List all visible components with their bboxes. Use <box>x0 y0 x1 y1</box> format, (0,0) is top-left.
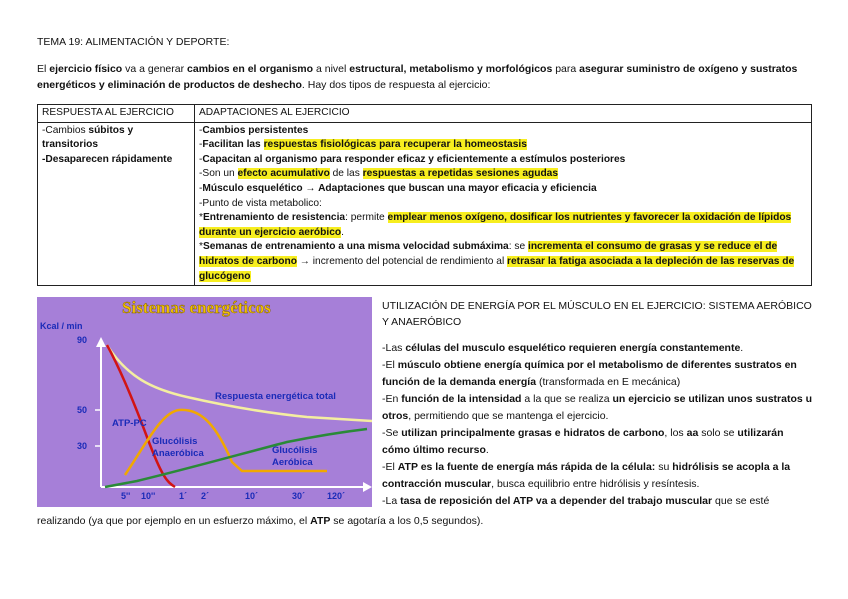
bold-text: ATP <box>310 515 331 527</box>
text-run: - <box>199 139 203 151</box>
text-run: . <box>740 342 744 354</box>
highlighted-text: emplear menos oxígeno, dosificar los nutrientes y favorecer la oxidación de lípidos durante un ejercicio aeróbico <box>199 212 792 238</box>
bold-text: Entrenamiento de resistencia <box>202 212 346 224</box>
text-line <box>382 493 814 510</box>
bold-text: un ejercicio se utilizan unos sustratos u otros <box>382 393 813 422</box>
table-row <box>38 122 812 286</box>
response-table <box>37 104 812 286</box>
text-run: va a generar <box>122 63 188 75</box>
text-line <box>199 182 807 197</box>
text-line <box>382 357 814 391</box>
label-anaerobic-line: Anaeróbica <box>152 448 204 459</box>
x-tick-label: 10´ <box>245 491 259 501</box>
text-line <box>199 240 807 284</box>
bold-text: cambios en el organismo <box>187 63 314 75</box>
text-run: (transformada en E mecánica) <box>536 376 681 388</box>
text-run: se agotaría a los 0,5 segundos). <box>330 515 484 527</box>
text-run: . <box>341 226 344 238</box>
response-cell <box>38 122 195 286</box>
bold-text: músculo obtiene energía química por el metabolismo de diferentes sustratos en función de la demanda energía <box>382 359 797 388</box>
energy-bullets <box>382 340 814 510</box>
text-run: su <box>655 461 673 473</box>
text-run: solo se <box>698 427 738 439</box>
text-line <box>382 340 814 357</box>
text-run: - <box>199 124 203 136</box>
bold-text: Cambios persistentes <box>202 124 309 136</box>
text-line <box>199 138 807 153</box>
bold-text: ejercicio físico <box>49 63 123 75</box>
adaptations-cell <box>195 122 812 286</box>
table-header-row <box>38 105 812 123</box>
text-line <box>42 153 190 168</box>
text-run: -El <box>382 461 398 473</box>
text-line <box>199 124 807 139</box>
y-tick-label: 90 <box>77 335 88 345</box>
x-tick-label: 5'' <box>121 491 131 501</box>
x-tick-label: 10'' <box>141 491 156 501</box>
label-anaerobic-glycolysis <box>152 436 204 459</box>
text-run: -En <box>382 393 402 405</box>
text-run: * <box>199 241 203 253</box>
text-run: realizando (ya que por ejemplo en un esfuerzo máximo, el <box>37 515 311 527</box>
x-tick-label: 2´ <box>201 491 210 501</box>
label-total-response: Respuesta energética total <box>215 391 336 402</box>
bold-text: hidrólisis se acopla a la contracción muscular <box>382 461 791 490</box>
text-run: que se esté <box>712 495 770 507</box>
text-run: a nivel <box>313 63 350 75</box>
header-response: RESPUESTA AL EJERCICIO <box>38 105 195 123</box>
text-line <box>382 459 814 493</box>
text-run: → incremento del potencial de rendimiento <box>296 255 497 267</box>
text-run: de las <box>329 168 363 180</box>
label-aerobic-line: Aeróbica <box>272 457 313 468</box>
highlighted-text: retrasar la fatiga asociada a la depleción de las reservas de glucógeno <box>199 255 795 282</box>
label-atp-pc: ATP-PC <box>112 418 147 429</box>
bold-text: utilizarán cómo último recurso <box>382 427 784 456</box>
text-run: , permitiendo que se mantenga el ejercicio. <box>408 410 609 422</box>
text-line <box>199 211 807 240</box>
text-run: -La <box>382 495 401 507</box>
header-adaptations: ADAPTACIONES AL EJERCICIO <box>195 105 812 123</box>
bold-text: ATP es la fuente de energía más rápida de la célula: <box>397 461 656 473</box>
highlighted-text: incrementa el consumo de grasas y se reduce el de hidratos de carbono <box>199 241 778 267</box>
text-line <box>382 391 814 425</box>
text-line <box>199 153 807 168</box>
bold-text: función de la intensidad <box>401 393 522 405</box>
text-line <box>199 167 807 182</box>
x-tick-label: 120´ <box>327 491 346 501</box>
energy-use-heading: UTILIZACIÓN DE ENERGÍA POR EL MÚSCULO EN EL EJERCICIO: SISTEMA AERÓBICO Y ANAERÓBICO <box>382 300 812 328</box>
text-run: al <box>496 255 508 267</box>
bold-text: utilizan principalmente grasas e hidratos de carbono <box>401 427 665 439</box>
text-run: El <box>37 63 50 75</box>
text-run: -Punto de vista metabolico: <box>199 197 322 209</box>
x-tick-label: 30´ <box>292 491 306 501</box>
continuation-line <box>37 513 483 529</box>
text-run: , busca equilibrio entre hidrólisis y resíntesis. <box>491 478 700 490</box>
text-run: : permite <box>345 212 388 224</box>
text-run: : se <box>508 241 528 253</box>
text-run: -El <box>382 359 398 371</box>
highlighted-text: efecto acumulativo <box>237 168 330 180</box>
bold-text: Músculo esquelético → Adaptaciones que buscan una mayor eficacia y eficiencia <box>202 182 597 194</box>
document-title: TEMA 19: ALIMENTACIÓN Y DEPORTE: <box>37 36 230 48</box>
bold-text: Semanas de entrenamiento a una misma velocidad submáxima <box>202 241 509 253</box>
y-tick-label: 50 <box>77 405 88 415</box>
chart-title: Sistemas energéticos <box>122 298 271 317</box>
bold-text: súbitos y transitorios <box>42 124 134 151</box>
bold-text: estructural, metabolismo y morfológicos <box>349 63 553 75</box>
text-line <box>42 124 190 153</box>
bold-text: Facilitan las <box>202 139 264 151</box>
text-run: -Cambios <box>42 124 89 136</box>
bold-text: tasa de reposición del ATP va a depender del trabajo muscular <box>400 495 713 507</box>
y-axis-label: Kcal / min <box>40 321 83 331</box>
text-line <box>382 425 814 459</box>
highlighted-text: respuestas a repetidas sesiones agudas <box>362 168 559 180</box>
text-run: - <box>199 153 203 165</box>
text-run: -Se <box>382 427 402 439</box>
bold-text: aa <box>686 427 699 439</box>
text-run: . Hay dos tipos de respuesta al ejercicio: <box>301 79 491 91</box>
bold-text: células del musculo esquelético requieren energía constantemente <box>405 342 741 354</box>
energy-systems-chart <box>37 297 372 507</box>
x-tick-label: 1´ <box>179 491 188 501</box>
text-run: , los <box>664 427 687 439</box>
text-run: a la que se realiza <box>521 393 613 405</box>
highlighted-text: respuestas fisiológicas para recuperar la homeostasis <box>263 139 527 151</box>
bold-text: Capacitan al organismo para responder eficaz y eficientemente a estímulos posteriores <box>202 153 626 165</box>
text-line <box>199 197 807 212</box>
text-run: * <box>199 212 203 224</box>
text-run: -Son un <box>199 168 238 180</box>
text-run: -Las <box>382 342 406 354</box>
label-anaerobic-line: Glucólisis <box>152 436 198 447</box>
label-aerobic-line: Glucólisis <box>272 445 318 456</box>
text-run: - <box>199 182 203 194</box>
bold-text: -Desaparecen rápidamente <box>42 153 173 165</box>
text-run: para <box>552 63 580 75</box>
text-run: . <box>485 444 489 456</box>
y-tick-label: 30 <box>77 441 88 451</box>
bold-text: asegurar suministro de oxígeno y sustratos energéticos y eliminación de productos de deshecho <box>37 63 798 91</box>
intro-paragraph <box>37 61 812 93</box>
